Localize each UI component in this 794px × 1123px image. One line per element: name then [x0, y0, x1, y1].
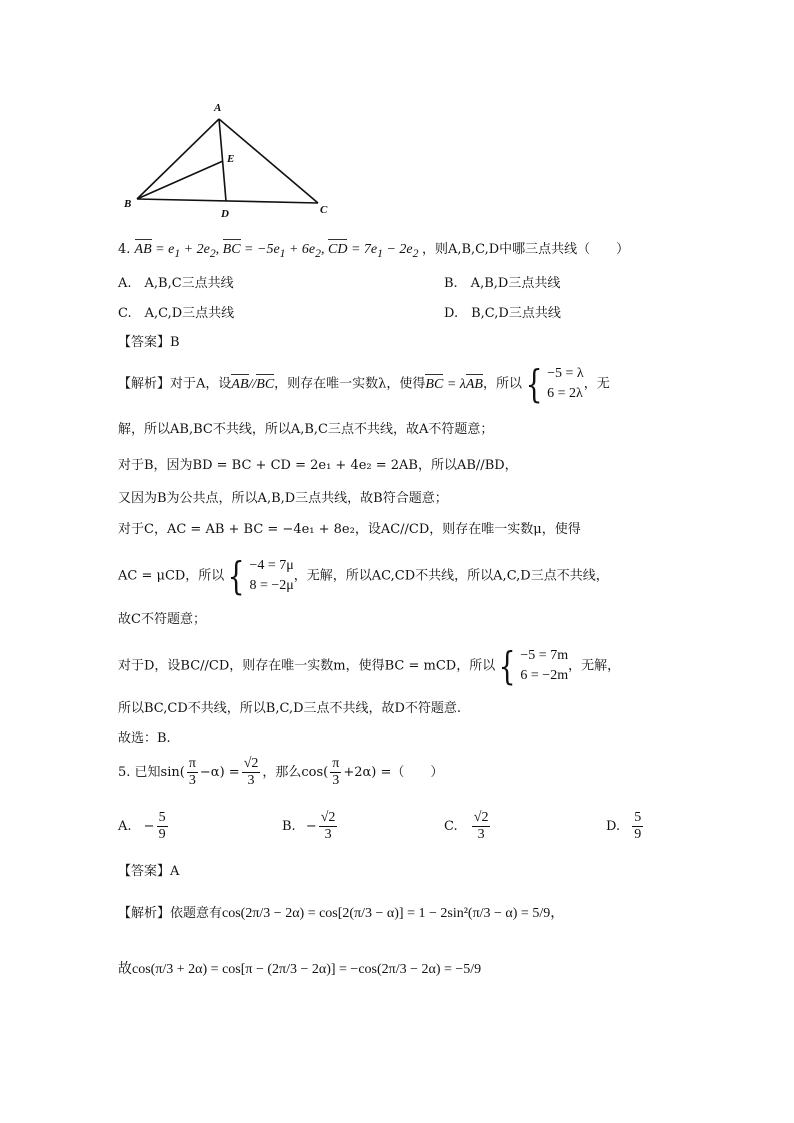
q5-option-d[interactable] [606, 810, 645, 843]
q5-stem-mid: −α) = [199, 765, 240, 780]
q4-sol8-prefix: 对于D，设BC//CD，则存在唯一实数m，使得BC = mCD，所以 [118, 658, 496, 674]
label-d: D [221, 208, 229, 220]
q4-sys2-row2: 8 = −2μ [249, 578, 294, 593]
q5-sol-prefix: 【解析】依题意有 [118, 906, 223, 921]
triangle-figure [115, 95, 345, 225]
q5-opt-b-frac [319, 810, 338, 843]
q4-option-b[interactable]: B. A,B,D三点共线 [444, 276, 561, 291]
q5-option-b[interactable] [282, 810, 339, 843]
option-label: A. [118, 819, 132, 834]
q4-sol6-system [250, 556, 294, 596]
option-label: C. [444, 819, 458, 834]
option-label: B. [282, 819, 296, 834]
q4-solution-line3: 对于B，因为BD = BC + CD = 2e₁ + 4e₂ = 2AB，所以AB//BD， [118, 458, 518, 473]
q4-solution-line7: 故C不符题意； [118, 612, 206, 627]
q4-vector-relations: AB = $e_1 + 2e_2$, BC = $-5e_1 + 6e_2$, CD = $7e_1 - 2e_2$ [134, 242, 419, 260]
q4-sol8-suffix: ，无解， [568, 658, 621, 674]
label-e: E [227, 153, 235, 165]
label-c: C [320, 204, 328, 216]
option-sign: − [143, 819, 155, 834]
q5-option-c[interactable] [444, 810, 492, 843]
q4-sys3-row2: 6 = −2m [520, 668, 569, 683]
q4-sol6-suffix: ，无解，所以AC,CD不共线，所以A,C,D三点不共线， [293, 568, 609, 584]
q4-solution-line9: 所以BC,CD不共线，所以B,C,D三点不共线，故D不符题意. [118, 701, 462, 716]
edge-ab [137, 119, 219, 199]
frac-den: 9 [158, 827, 166, 842]
q4-sol8-system [520, 646, 568, 686]
system-brace: { [227, 554, 245, 598]
frac-den: 3 [332, 773, 340, 788]
q4-sol1-mid: ，则存在唯一实数λ，使得 [274, 376, 426, 392]
q4-sol1-eq: BC = λAB [425, 376, 483, 392]
q4-option-c[interactable]: C. A,C,D三点共线 [118, 306, 235, 321]
q5-stem-prefix: 已知sin( [134, 765, 185, 780]
q5-answer: 【答案】A [118, 864, 180, 879]
q4-sol1-parallel: AB//BC [231, 376, 275, 392]
q4-solution-line1 [118, 364, 610, 404]
q5-opt-c-frac [472, 810, 491, 843]
q5-option-a[interactable] [118, 810, 170, 843]
q4-solution-line5: 对于C，AC = AB + BC = −4e₁ + 8e₂，设AC//CD，则存在唯一实数μ，使得 [118, 522, 581, 537]
system-brace: { [498, 644, 516, 688]
q5-sol-eq1: cos(2π/3 − 2α) = cos[2(π/3 − α)] = 1 − 2sin²(π/3 − α) = 5/9， [222, 906, 565, 921]
q4-sys1-row2: 6 = 2λ [547, 386, 583, 401]
option-sign: − [305, 819, 317, 834]
option-label: D. [606, 819, 621, 834]
frac-num: 5 [158, 810, 166, 825]
q4-solution-line4: 又因为B为公共点，所以A,B,D三点共线，故B符合题意； [118, 491, 448, 506]
edge-bc [137, 199, 318, 203]
q4-sol1-suffix: ，所以 [482, 376, 522, 392]
frac-den: 3 [247, 773, 255, 788]
edge-be [137, 161, 223, 199]
q4-sol6-prefix: AC = μCD，所以 [118, 568, 225, 584]
q4-sys2-row1: −4 = 7μ [249, 558, 294, 573]
frac-num: π [332, 756, 340, 771]
q4-number: 4. [118, 242, 131, 257]
label-a: A [214, 102, 222, 114]
frac-num: √2 [243, 756, 259, 771]
q4-stem-tail: ，则A,B,C,D中哪三点共线（ ） [421, 242, 630, 257]
frac-den: 3 [324, 827, 332, 842]
q4-answer: 【答案】B [118, 335, 180, 350]
edge-ad [219, 119, 226, 201]
frac-num: √2 [320, 810, 336, 825]
q4-solution-line8 [118, 646, 620, 686]
system-brace: { [525, 362, 543, 406]
q4-option-d[interactable]: D. B,C,D三点共线 [444, 306, 561, 321]
q4-sol1-system [547, 364, 584, 404]
q4-sol1-prefix: 【解析】对于A，设 [118, 376, 232, 392]
q5-frac-pi-3b [330, 756, 341, 789]
q4-stem [118, 238, 629, 260]
q5-solution-line1 [118, 902, 564, 922]
q4-sys3-row1: −5 = 7m [520, 648, 569, 663]
q4-sys1-row1: −5 = λ [547, 366, 584, 381]
label-b: B [124, 198, 132, 210]
q5-frac-sqrt2-3 [242, 756, 261, 789]
q4-option-a[interactable]: A. A,B,C三点共线 [118, 276, 234, 291]
frac-num: √2 [473, 810, 489, 825]
frac-num: 5 [634, 810, 642, 825]
q5-sol-eq2: 故cos(π/3 + 2α) = cos[π − (2π/3 − 2α)] = −cos(2π/3 − 2α) = −5/9 [118, 962, 482, 977]
q4-sol1-end: ，无 [583, 376, 610, 392]
q5-frac-pi-3 [187, 756, 198, 789]
frac-den: 3 [477, 827, 485, 842]
q5-stem-end: +2α) =（ ） [343, 765, 444, 780]
q5-number: 5. [118, 765, 131, 780]
q5-solution-line2 [118, 958, 481, 978]
q5-opt-d-frac [632, 810, 643, 843]
q5-opt-a-frac [157, 810, 168, 843]
frac-den: 3 [188, 773, 196, 788]
q4-solution-line2: 解，所以AB,BC不共线，所以A,B,C三点不共线，故A不符题意； [118, 422, 494, 437]
q4-solution-line10: 故选：B. [118, 731, 171, 746]
frac-num: π [188, 756, 196, 771]
q5-stem [118, 756, 443, 789]
frac-den: 9 [634, 827, 642, 842]
q5-stem-then: ，那么cos( [262, 765, 329, 780]
q4-solution-line6 [118, 556, 609, 596]
